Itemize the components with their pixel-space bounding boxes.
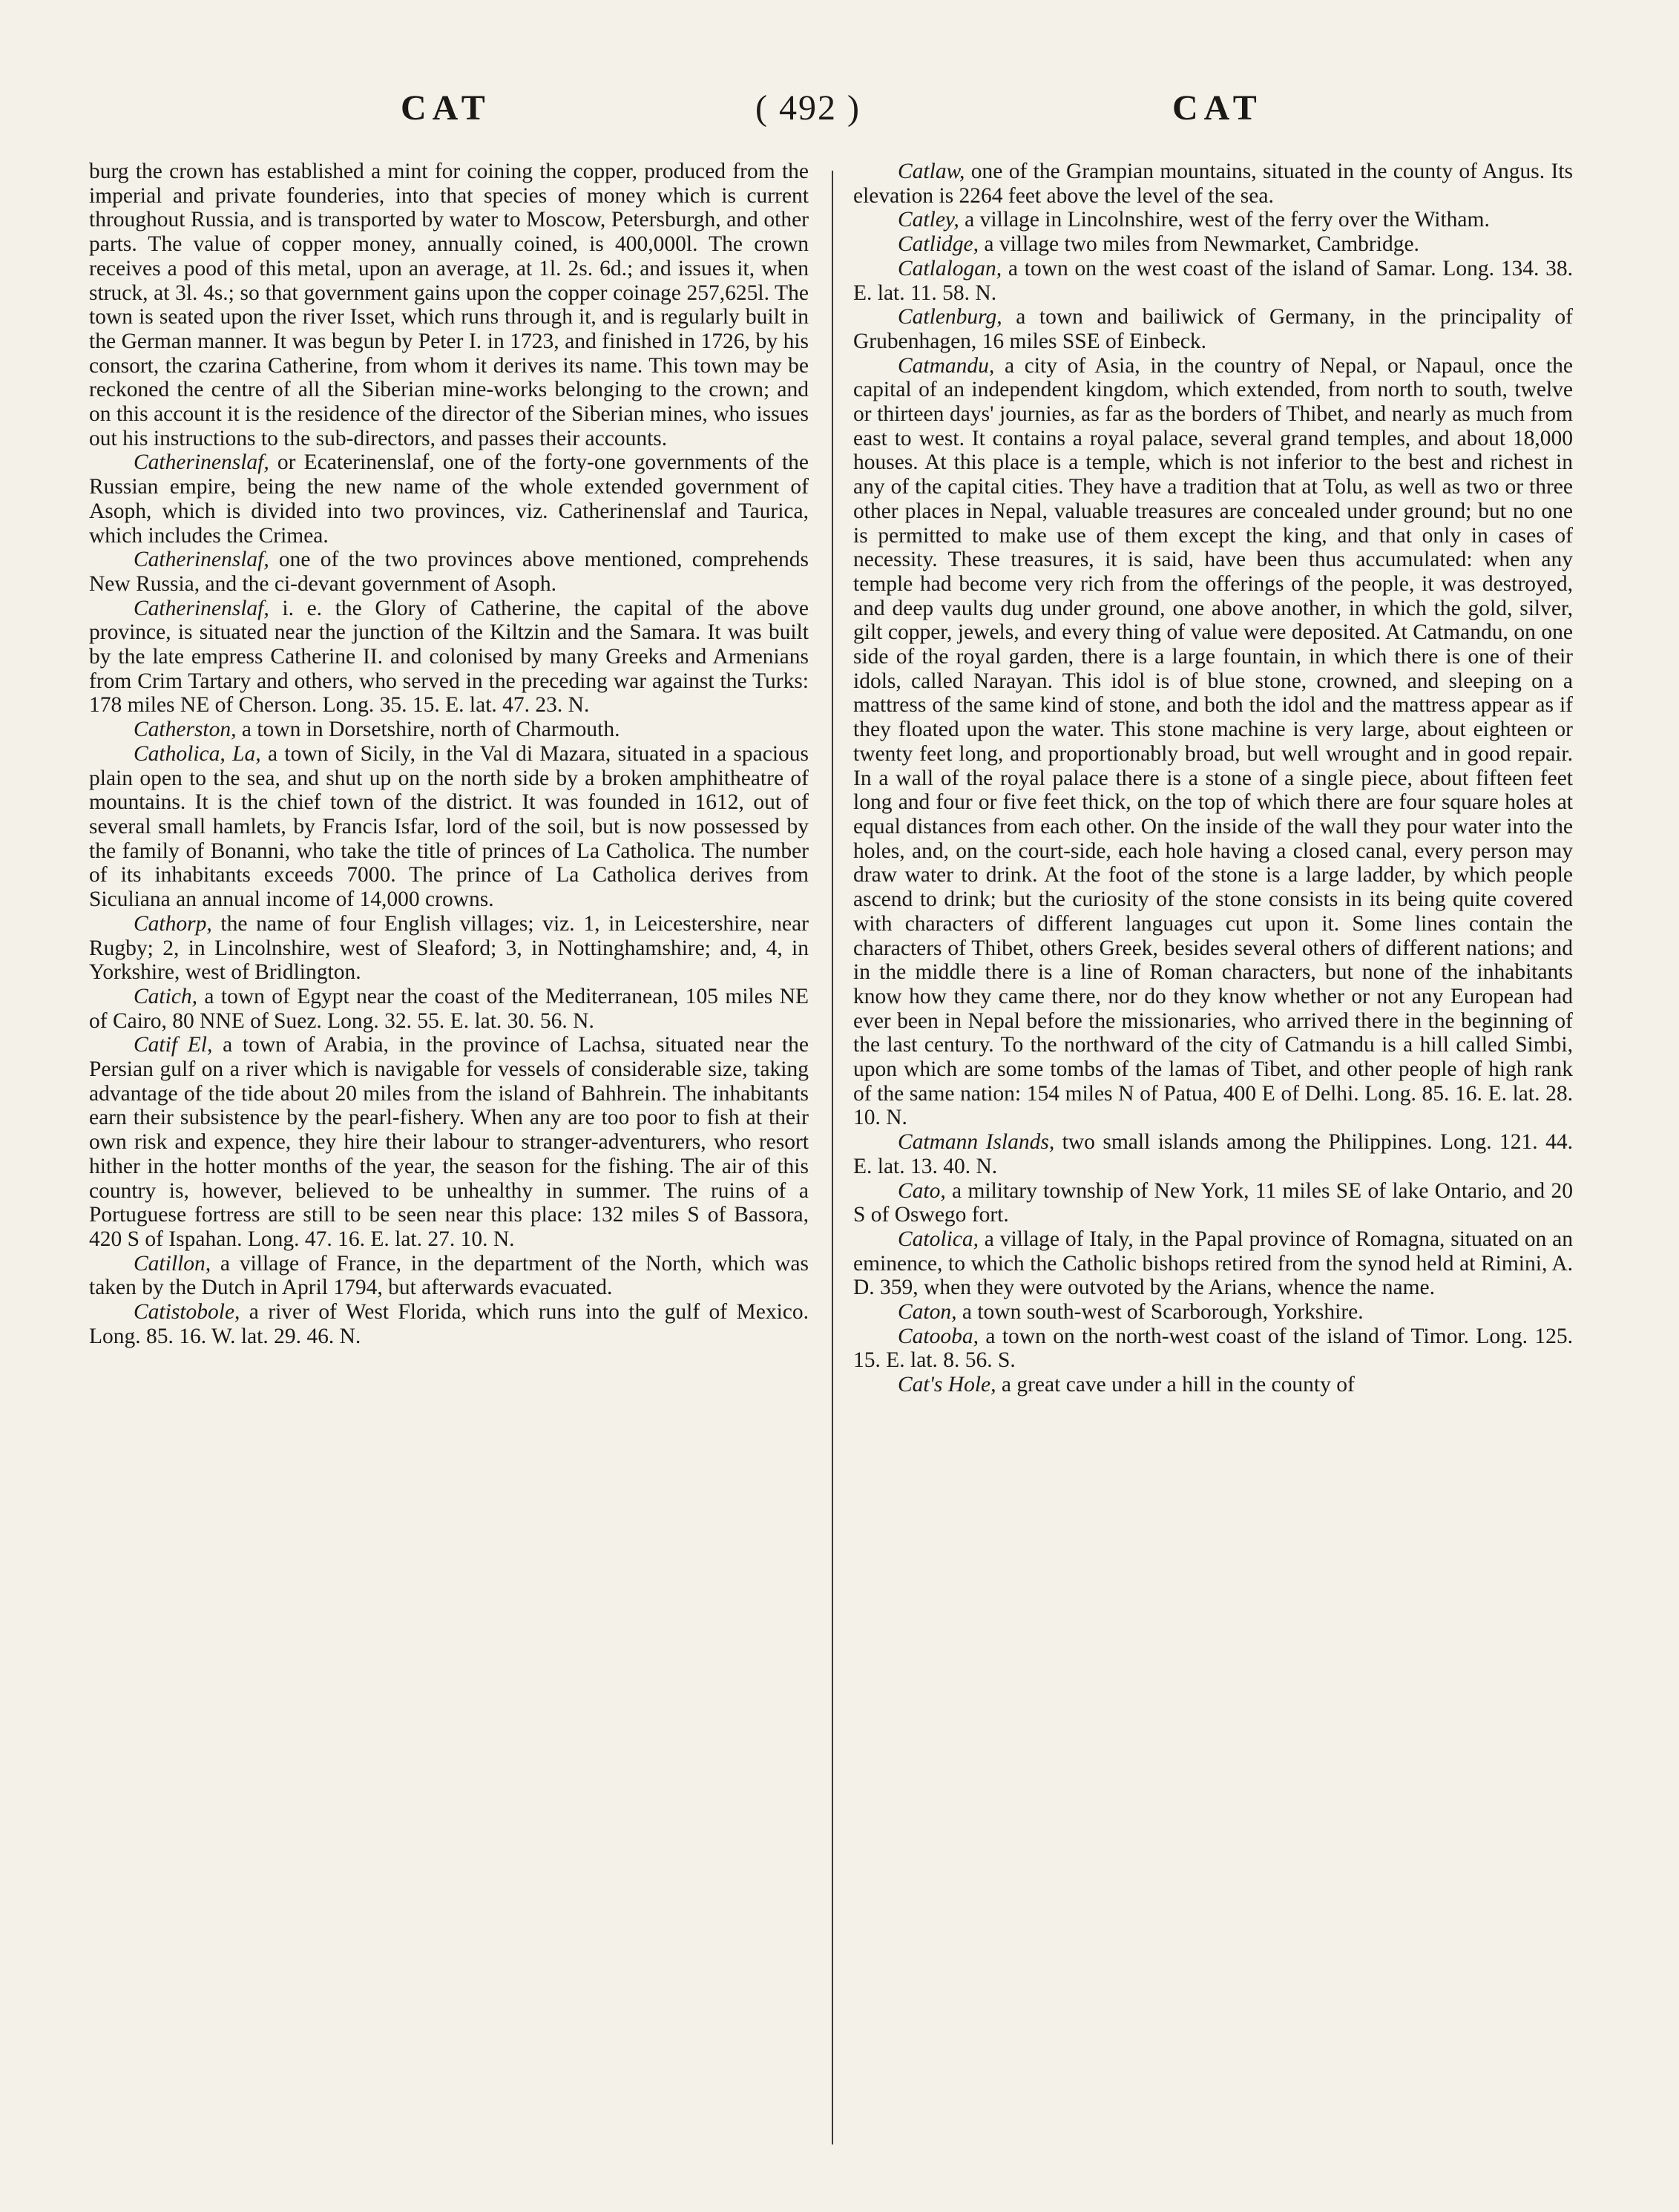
entry-headword: Catley, [898, 208, 959, 232]
entry-headword: Catlidge, [898, 232, 979, 257]
entry [853, 1227, 1573, 1300]
entry-text: a village in Lincolnshire, west of the ferry over the Witham. [959, 208, 1490, 232]
entry [853, 354, 1573, 1131]
entry-headword: Cat's Hole, [898, 1373, 996, 1397]
entry [853, 1130, 1573, 1178]
entry-headword: Catherinenslaf, [134, 450, 269, 475]
entry [853, 1179, 1573, 1227]
entry-headword: Catmann Islands, [898, 1130, 1055, 1155]
page-number: ( 492 ) [755, 88, 861, 128]
entry [853, 257, 1573, 305]
entry [89, 548, 809, 596]
entry-headword: Cato, [898, 1178, 946, 1203]
entry-text: a town in Dorsetshire, north of Charmouth. [236, 718, 620, 742]
entry-headword: Catistobole, [134, 1300, 240, 1325]
entry [89, 160, 809, 450]
entry-headword: Catherinenslaf, [134, 596, 269, 620]
column-divider [832, 171, 833, 2144]
entry-text: the name of four English villages; viz. 1, in Leicestershire, near Rugby; 2, in Lincolnshire, west of Sleaford; 3, in Nottinghamshire; and, 4, in Yorkshire, west of Bridlington. [89, 911, 809, 985]
left-column [89, 160, 809, 2193]
entry-headword: Cathorp, [134, 911, 212, 936]
entry-text: a river of West Florida, which runs into the gulf of Mexico. Long. 85. 16. W. lat. 29. 46. N. [89, 1300, 809, 1348]
entry-text: a village two miles from Newmarket, Cambridge. [978, 232, 1419, 257]
entry-headword: Catif El, [134, 1033, 213, 1057]
entry-text: a town of Egypt near the coast of the Mediterranean, 105 miles NE of Cairo, 80 NNE of Suez. Long. 32. 55. E. lat. 30. 56. N. [89, 984, 809, 1033]
entry [853, 1300, 1573, 1325]
entry [89, 985, 809, 1033]
entry-headword: Catolica, [898, 1227, 979, 1251]
entry [853, 1373, 1573, 1397]
entry [853, 208, 1573, 232]
entry [853, 305, 1573, 353]
entry-headword: Catmandu, [898, 353, 995, 378]
entry-headword: Caton, [898, 1300, 957, 1325]
entry-headword: Catlaw, [898, 160, 965, 183]
entry-headword: Catlalogan, [898, 256, 1002, 280]
entry-text: or Ecaterinenslaf, one of the forty-one governments of the Russian empire, being the new name of the whole extended government of Asoph, which is divided into two provinces, viz. Catherinenslaf and Taurica, which includes the Crimea. [89, 450, 809, 548]
entry [853, 1325, 1573, 1373]
entry-text: a town of Sicily, in the Val di Mazara, situated in a spacious plain open to the sea, and shut up on the north side by a broken amphitheatre of mountains. It is the chief town of the district. It was founded in 1612, out of several small hamlets, by Francis Isfar, lord of the soil, but is now possessed by the family of Bonanni, who take the title of princes of La Catholica. The number of its inhabitants exceeds 7000. The prince of La Catholica derives from Siculiana an annual income of 14,000 crowns. [89, 741, 809, 912]
right-column [853, 160, 1573, 2193]
entry-headword: Catooba, [898, 1324, 979, 1348]
entry-text: a village of France, in the department of the North, which was taken by the Dutch in April 1794, but afterwards evacuated. [89, 1251, 809, 1300]
entry-headword: Catholica, La, [134, 741, 261, 766]
entry [89, 597, 809, 718]
entry [89, 718, 809, 742]
entry-text: i. e. the Glory of Catherine, the capital of the above province, is situated near the junction of the Kiltzin and the Samara. It was built by the late empress Catherine II. and colonised by many Greeks and Armenians from Crim Tartary and others, who served in the preceding war against the Turks: 178 miles NE of Cherson. Long. 35. 15. E. lat. 47. 23. N. [89, 596, 809, 718]
entry [853, 232, 1573, 257]
entry-text: one of the Grampian mountains, situated in the county of Angus. Its elevation is 2264 feet above the level of the sea. [853, 160, 1573, 208]
entry-headword: Catherinenslaf, [134, 548, 269, 572]
entry-headword: Catherston, [134, 718, 237, 742]
entry-headword: Catillon, [134, 1251, 211, 1276]
entry [89, 450, 809, 548]
entry-text: a town of Arabia, in the province of Lachsa, situated near the Persian gulf on a river which is navigable for vessels of considerable size, taking advantage of the tide about 20 miles from the island of Bahhrein. The inhabitants earn their subsistence by the pearl-fishery. When any are too poor to fish at their own risk and expence, they hire their labour to stranger-adventurers, who resort hither in the hotter months of the year, the season for the fishing. The air of this country is, however, believed to be unhealthy in summer. The ruins of a Portuguese fortress are still to be seen near this place: 132 miles S of Bassora, 420 S of Ispahan. Long. 47. 16. E. lat. 27. 10. N. [89, 1033, 809, 1251]
entry-text: a town on the north-west coast of the island of Timor. Long. 125. 15. E. lat. 8. 56. S. [853, 1324, 1573, 1373]
entry [853, 160, 1573, 208]
entry-text: one of the two provinces above mentioned, comprehends New Russia, and the ci-devant government of Asoph. [89, 548, 809, 596]
entry-headword: Catich, [134, 984, 198, 1008]
entry [89, 1252, 809, 1300]
entry-text: a city of Asia, in the country of Nepal, or Napaul, once the capital of an independent kingdom, which extended, from north to south, twelve or thirteen days' journies, as far as the borders of Thibet, and nearly as much from east to west. It contains a royal palace, several grand temples, and about 18,000 houses. At this place is a temple, which is not inferior to the best and richest in any of the capital cities. They have a tradition that at Tolu, as well as two or three other places in Nepal, valuable treasures are concealed under ground; but no one is permitted to make use of them except the king, and that only in cases of necessity. These treasures, it is said, have been thus accumulated: when any temple had become very rich from the offerings of the people, it was destroyed, and deep vaults dug under ground, one above another, in which the gold, silver, gilt copper, jewels, and every thing of value were deposited. At Catmandu, on one side of the royal garden, there is a large fountain, in which there is one of their idols, called Narayan. This idol is of blue stone, crowned, and sleeping on a mattress of the same kind of stone, and both the idol and the mattress appear as if they floated upon the water. This stone machine is very large, about eighteen or twenty feet long, and proportionably broad, but well wrought and in good repair. In a wall of the royal palace there is a stone of a single piece, about fifteen feet long and four or five feet thick, on the top of which there are four square holes at equal distances from each other. On the inside of the wall they pour water into the holes, and, on the court-side, each hole having a closed canal, every person may draw water to drink. At the foot of the stone is a large ladder, by which people ascend to drink; but the curiosity of the stone consists in its being quite covered with characters of different languages cut upon it. Some lines contain the characters of Thibet, others Greek, besides several others of different nations; and in the middle there is a line of Roman characters, but none of the inhabitants know how they came there, nor do they know whether or not any European had ever been in Nepal before the missionaries, who arrived there in the beginning of the last century. To the northward of the city of Catmandu is a hill called Simbi, upon which are some tombs of the lamas of Tibet, and other people of high rank of the same nation: 154 miles N of Patua, 400 E of Delhi. Long. 85. 16. E. lat. 28. 10. N. [853, 353, 1573, 1130]
running-head-left: CAT [401, 88, 491, 128]
entry [89, 1300, 809, 1348]
entry-text: a military township of New York, 11 miles SE of lake Ontario, and 20 S of Oswego fort. [853, 1178, 1573, 1227]
entry [89, 1033, 809, 1251]
entry-text: a town south-west of Scarborough, Yorkshire. [956, 1300, 1364, 1325]
entry-text: burg the crown has established a mint for coining the copper, produced from the imperial and private founderies, into that species of money which is current throughout Russia, and is transported by water to Moscow, Petersburgh, and other parts. The value of copper money, annually coined, is 400,000l. The crown receives a pood of this metal, upon an average, at 1l. 2s. 6d.; and issues it, when struck, at 3l. 4s.; so that government gains upon the copper coinage 257,625l. The town is seated upon the river Isset, which runs through it, and is regularly built in the German manner. It was begun by Peter I. in 1723, and finished in 1726, by his consort, the czarina Catherine, from whom it derives its name. This town may be reckoned the centre of all the Siberian mine-works belonging to the crown; and on this account it is the residence of the director of the Siberian mines, who issues out his instructions to the sub-directors, and passes their accounts. [89, 160, 809, 450]
entry [89, 912, 809, 985]
entry-text: a town and bailiwick of Germany, in the principality of Grubenhagen, 16 miles SSE of Einbeck. [853, 305, 1573, 353]
entry [89, 742, 809, 912]
entry-text: a great cave under a hill in the county of [996, 1373, 1355, 1397]
entry-text: a village of Italy, in the Papal province of Romagna, situated on an eminence, to which the Catholic bishops retired from the synod held at Rimini, A. D. 359, when they were outvoted by the Arians, whence the name. [853, 1227, 1573, 1300]
running-head-right: CAT [1172, 88, 1263, 128]
entry-headword: Catlenburg, [898, 305, 1002, 329]
entry-text: two small islands among the Philippines. Long. 121. 44. E. lat. 13. 40. N. [853, 1130, 1573, 1178]
entry-text: a town on the west coast of the island of Samar. Long. 134. 38. E. lat. 11. 58. N. [853, 256, 1573, 305]
